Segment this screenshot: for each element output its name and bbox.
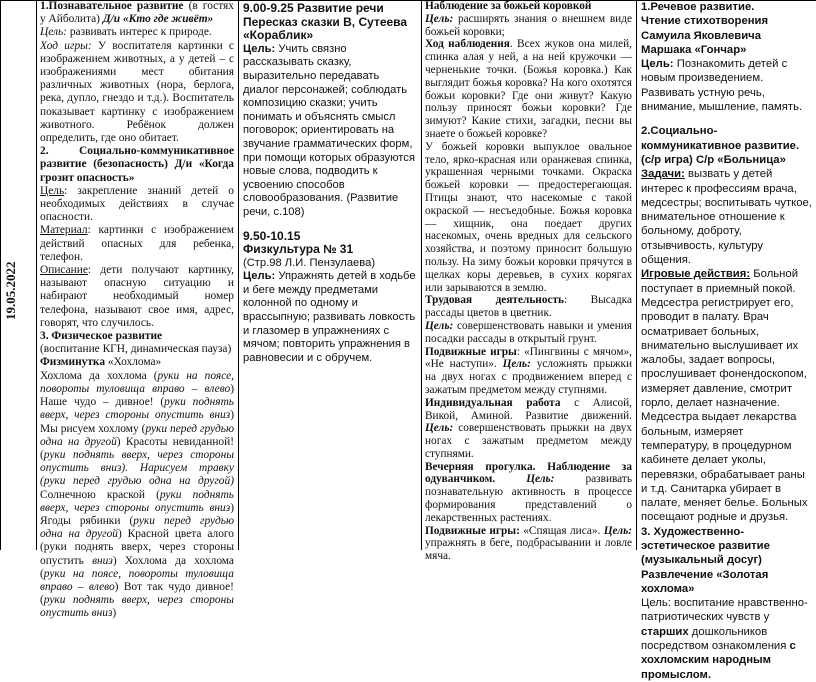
art-goal: Цель: воспитание нравственно-патриотических чувств у старших дошкольников посредством ознакомления с хохломским народным промыслом. (641, 597, 808, 681)
column-walk (422, 0, 635, 563)
walk-goal: Цель: расширять знания о внешнем виде божьей коровки; (425, 12, 632, 38)
section-social: 2. Социально-коммуникативное развитие (безопасность) Д/и «Когда грозит опасность» (40, 145, 234, 184)
goal: Цель: закрепление знаний детей о необходимых действиях в случае опасности. (40, 184, 234, 224)
walk-title: Наблюдение за божьей коровкой (425, 0, 592, 12)
outdoor-games: Подвижные игры: «Пингвины с мячом», «Не наступи». Цель: усложнять прыжки на двух ногах с продвижением вперед с зажатым предметом между ступнями. (425, 345, 632, 396)
section-art-sub: Развлечение «Золотая хохлома» (641, 568, 769, 595)
date-column (0, 0, 36, 550)
lesson-pe-time: 9.50-10.15 (243, 228, 301, 243)
section-speech-sub: Чтение стихотворения Самуила Яковлевича Маршака «Гончар» (641, 15, 769, 56)
column-lessons (239, 0, 420, 550)
labor-activity: Трудовая деятельность: Высадка рассады цветов в цветник. (425, 294, 632, 320)
game-course: Ход игры: У воспитателя картинки с изображением животных, а у детей – с изображениями мест обитания различных животных (нора, берлога, река, дупло, гнездо и т.д.). Воспитатель показывает картинку с изображением животного. Ребёнок должен определить, где оно обитает. (40, 39, 234, 145)
role-play-actions: Игровые действия: Больной поступает в приемный покой. Медсестра регистрирует его, проводит в палату. Врач осматривает больных, внимательно выслушивает их жалобы, задает вопросы, прослушивает фонендоскопом, измеряет давление, смотрит горло, делает назначение. Медсестра выдает лекарства больным, измеряет температуру, в процедурном кабинете делает уколы, перевязки, обрабатывает раны и т.д. Санитарка убирает в палате, меняет белье. Больных посещают родные и друзья. (641, 268, 808, 524)
lesson-speech-time: 9.00-9.25 Развитие речи (243, 1, 384, 15)
walk-course: Ход наблюдения. Всех жуков она милей, спинка алая у ней, а на ней кружочки — черненькие точки. (Божья коровка.) Как выглядит божья коровка? На кого охотятся божьи коровки? Где они живут? Какую пользу приносят божьи коровки? Где зимуют? Какие стихи, загадки, песни вы знаете о божьей коровке? (425, 38, 632, 140)
lesson-pe-goal: Цель: Упражнять детей в ходьбе и беге между предметами колонной по одному и врассыпную; развивать ловкость и глазомер в упражнениях с мячом; повторить упражнения в равновесии и с обручем. (243, 270, 416, 364)
date-label: 19.05.2022 (3, 261, 18, 320)
lesson-pe-title: Физкультура № 31 (243, 242, 354, 257)
section-art: 3. Художественно-эстетическое развитие (музыкальный досуг) (641, 525, 770, 567)
walk-text: У божьей коровки выпуклое овальное тело, ярко-красная или оранжевая спинка, украшенная черными точками. Окраска божьей коровки — предостерегающая. Птицы знают, что насекомые с такой окраской — несъедобные. Божья коровка — хищник, она поедает других насекомых, очень вредных для сельского хозяйства, и поэтому приносит большую пользу. На зиму божьи коровки прячутся в щелках коры деревьев, в сухих корягах или зарываются в землю. (425, 140, 632, 294)
section-cognitive: 1.Познавательное развитие (в гостях у Айболита) Д/и «Кто где живёт» (40, 0, 234, 26)
individual-work: Индивидуальная работа с Алисой, Викой, Аминой. Развитие движений. Цель: совершенствовать прыжки на двух ногах с зажатым предметом между ступнями. (425, 396, 633, 460)
description: Описание: дети получают картинку, называют опасную ситуацию и набирают необходимый номер телефона, называют свое имя, адрес, говорят, что случилось. (40, 264, 234, 329)
role-play-tasks: Задачи: вызвать у детей интерес к профессиям врача, медсестры; воспитывать чуткое, внимательное отношение к больному, доброту, отзывчивость, культуру общения. (641, 168, 812, 267)
evening-walk: Вечерняя прогулка. Наблюдение за одуванчиком. Цель: развивать познавательную активность в процессе формирования представлений о лекарственных растениях. (425, 460, 632, 524)
section-role-play: 2.Социально-коммуникативное развитие. (с/р игра) С/р «Больница» (641, 125, 800, 166)
labor-goal: Цель: совершенствовать навыки и умения посадки рассады в открытый грунт. (425, 319, 632, 345)
section-speech: 1.Речевое развитие. (641, 1, 755, 13)
goal: Цель: развивать интерес к природе. (40, 26, 212, 39)
speech-goal: Цель: Познакомить детей с новым произведением. Развивать устную речь, внимание, мышление, память. (641, 58, 803, 114)
column-evening-activities (637, 0, 816, 681)
poem: Хохлома да хохлома (руки на поясе, повороты туловища вправо – влево) Наше чудо – дивное! (руки поднять вверх, через стороны опустить вниз) Мы рисуем хохлому (руки перед грудью одна на другой) Красоты невиданной! (руки поднять вверх, через стороны опустить вниз). Нарисуем травку (руки перед грудью одна на другой) Солнечною краской (руки поднять вверх, через стороны опустить вниз) Ягоды рябинки (руки перед грудью одна на другой) Красной цвета алого (руки поднять вверх, через стороны опустить вниз) Хохлома да хохлома (руки на поясе, повороты туловища вправо – влево) Вот так чудо дивное! (руки поднять вверх, через стороны опустить вниз) (40, 369, 235, 620)
material: Материал: картинки с изображением действий опасных для ребенка, телефон. (40, 224, 234, 263)
section-physical: 3. Физическое развитие (40, 330, 163, 343)
lesson-speech-goal: Цель: Учить связно рассказывать сказку, выразительно передавать диалог персонажей; соблюдать композицию сказки; учить понимать и объяснять смысл поговорок; ориентировать на звучание грамматических форм, при помощи которых образуются новые слова, подводить к усвоению способов словообразования. (Развитие речи, с.108) (243, 42, 415, 218)
section-physical-sub: (воспитание КГН, динамическая пауза) (40, 343, 232, 356)
fizminutka-title: Физминутка «Хохлома» (40, 356, 162, 369)
lesson-speech-title: Пересказ сказки В, Сутеева «Кораблик» (243, 14, 408, 43)
column-morning-activities (37, 0, 237, 620)
evening-games: Подвижные игры: «Спящая лиса». Цель: упражнять в беге, подбрасывании и ловле мяча. (425, 524, 632, 563)
lesson-pe-ref: (Стр.98 Л.И. Пензулаева) (243, 256, 376, 269)
